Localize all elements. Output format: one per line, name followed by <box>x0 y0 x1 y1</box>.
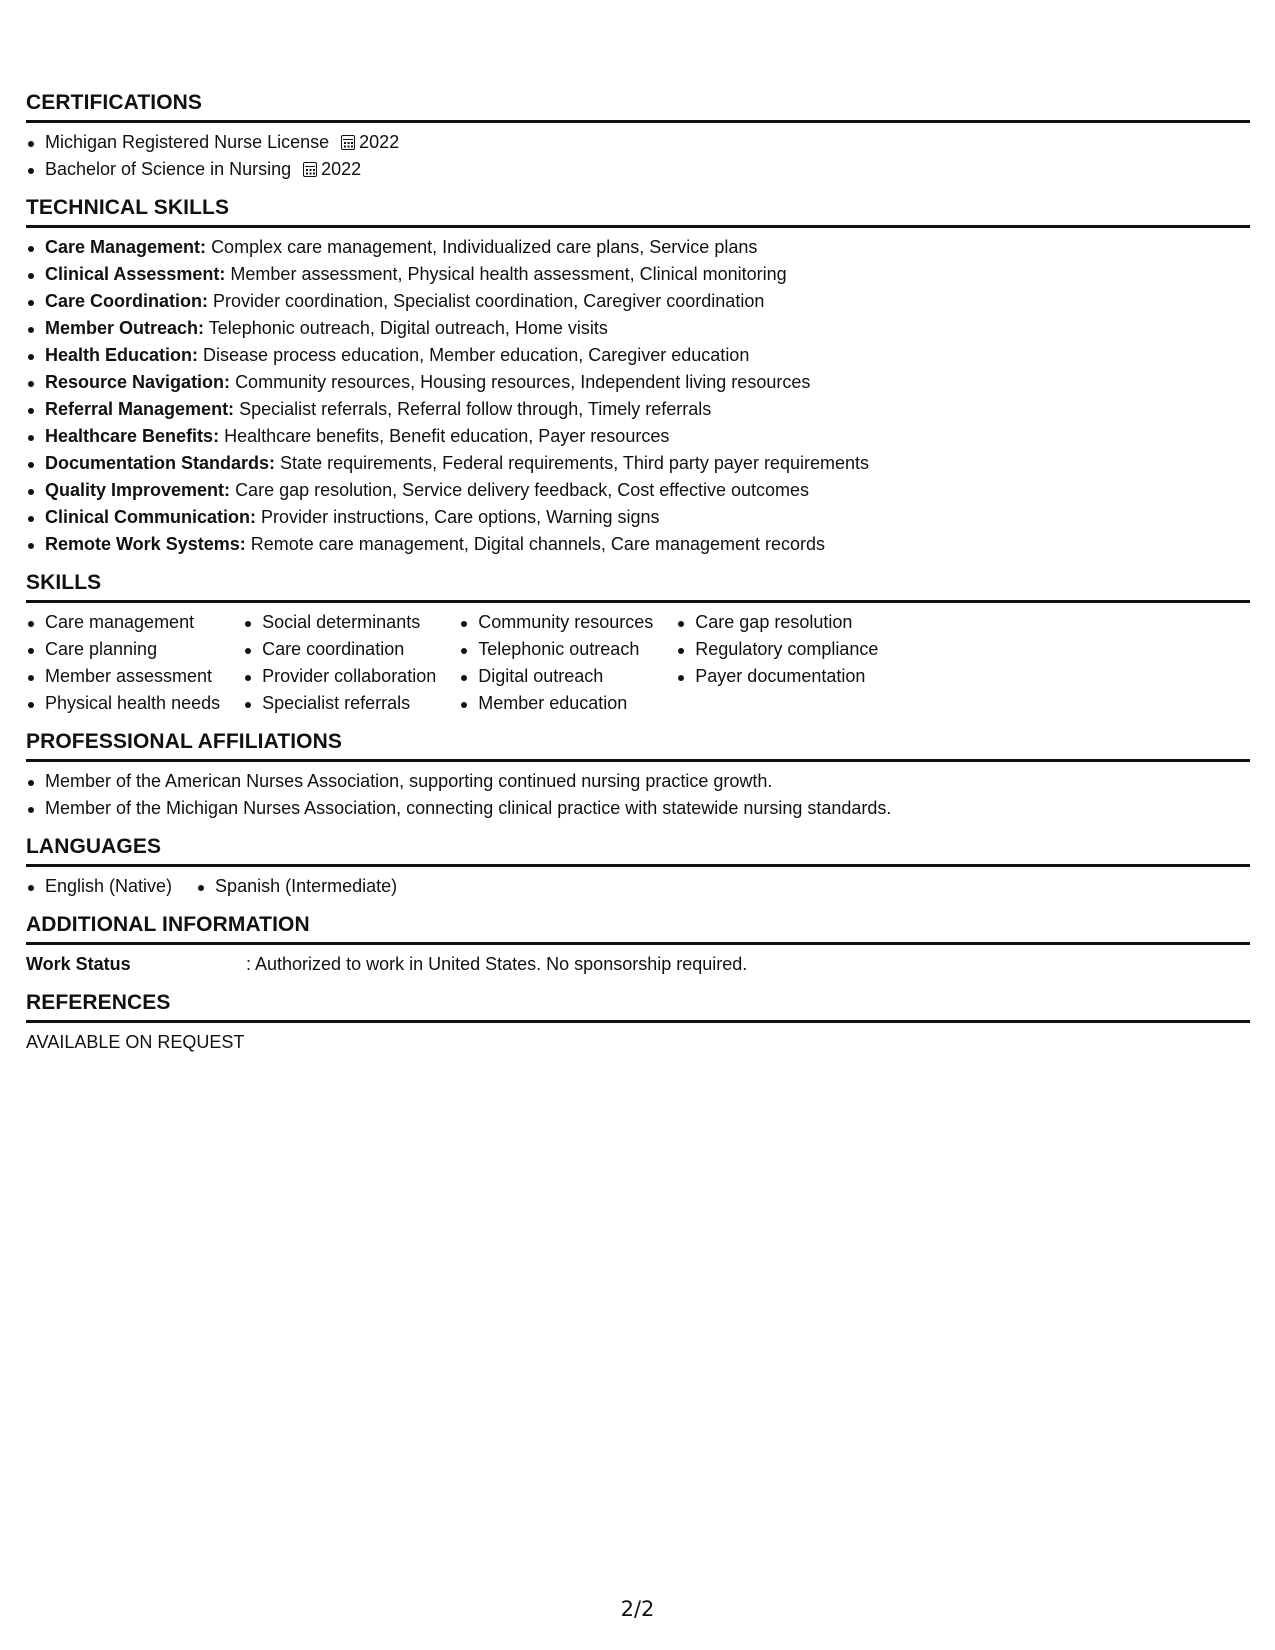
section-title: LANGUAGES <box>26 834 1250 867</box>
skill-category: Referral Management: <box>45 399 235 419</box>
list-item <box>26 342 1250 369</box>
skill-category: Clinical Assessment: <box>45 264 226 284</box>
skill-category: Clinical Communication: <box>45 507 257 527</box>
references-text: AVAILABLE ON REQUEST <box>26 1032 245 1052</box>
skill-details: Remote care management, Digital channels, Care management records <box>250 534 826 554</box>
list-item: Social determinants <box>243 609 436 636</box>
certification-name: Bachelor of Science in Nursing <box>45 159 292 179</box>
skill-category: Care Coordination: <box>45 291 209 311</box>
list-item <box>26 369 1250 396</box>
list-item: Care planning <box>26 636 220 663</box>
page-number: 2/2 <box>620 1597 655 1621</box>
list-item: Specialist referrals <box>243 690 436 717</box>
list-item: Regulatory compliance <box>676 636 878 663</box>
list-item: Community resources <box>459 609 653 636</box>
list-item <box>26 234 1250 261</box>
skill-category: Quality Improvement: <box>45 480 231 500</box>
list-item: Digital outreach <box>459 663 653 690</box>
info-label: Work Status <box>26 954 131 974</box>
certification-year: 2022 <box>359 132 400 152</box>
list-item: Member of the American Nurses Association, supporting continued nursing practice growth. <box>26 768 1250 795</box>
list-item <box>26 477 1250 504</box>
section-title: CERTIFICATIONS <box>26 90 1250 123</box>
list-item <box>26 396 1250 423</box>
affiliations-section <box>26 729 1250 822</box>
list-item: Member of the Michigan Nurses Association, connecting clinical practice with statewide nursing standards. <box>26 795 1250 822</box>
list-item: Member assessment <box>26 663 220 690</box>
info-value: : Authorized to work in United States. No sponsorship required. <box>246 954 748 974</box>
languages-list <box>26 873 1250 900</box>
technical-skills-list <box>26 234 1250 558</box>
skill-details: Member assessment, Physical health assessment, Clinical monitoring <box>230 264 787 284</box>
section-title: PROFESSIONAL AFFILIATIONS <box>26 729 1250 762</box>
skill-details: State requirements, Federal requirements, Third party payer requirements <box>280 453 869 473</box>
list-item: Provider collaboration <box>243 663 436 690</box>
skill-details: Disease process education, Member education, Caregiver education <box>203 345 750 365</box>
list-item <box>26 504 1250 531</box>
skill-category: Health Education: <box>45 345 199 365</box>
list-item <box>26 423 1250 450</box>
skill-category: Care Management: <box>45 237 207 257</box>
list-item: Care coordination <box>243 636 436 663</box>
section-title: REFERENCES <box>26 990 1250 1023</box>
skills-column <box>676 609 878 717</box>
skills-section <box>26 570 1250 717</box>
references-section <box>26 990 1250 1056</box>
list-item <box>26 129 1250 156</box>
calendar-icon <box>341 135 355 150</box>
certification-name: Michigan Registered Nurse License <box>45 132 330 152</box>
list-item: Member education <box>459 690 653 717</box>
skill-category: Healthcare Benefits: <box>45 426 220 446</box>
affiliations-list <box>26 768 1250 822</box>
skill-details: Provider instructions, Care options, Warning signs <box>261 507 660 527</box>
skill-category: Remote Work Systems: <box>45 534 246 554</box>
certification-year: 2022 <box>321 159 362 179</box>
skills-grid <box>26 609 1250 717</box>
skills-column <box>459 609 653 717</box>
info-row <box>26 951 1250 978</box>
skill-category: Resource Navigation: <box>45 372 231 392</box>
list-item <box>26 531 1250 558</box>
skill-details: Care gap resolution, Service delivery feedback, Cost effective outcomes <box>235 480 810 500</box>
list-item: Care management <box>26 609 220 636</box>
certifications-section <box>26 90 1250 183</box>
resume-page <box>26 90 1250 1068</box>
skill-details: Specialist referrals, Referral follow through, Timely referrals <box>239 399 712 419</box>
skill-details: Provider coordination, Specialist coordination, Caregiver coordination <box>213 291 765 311</box>
list-item: Payer documentation <box>676 663 878 690</box>
skill-details: Complex care management, Individualized care plans, Service plans <box>211 237 758 257</box>
skills-column <box>243 609 436 717</box>
section-title: SKILLS <box>26 570 1250 603</box>
list-item: Care gap resolution <box>676 609 878 636</box>
skills-column <box>26 609 220 717</box>
list-item <box>26 261 1250 288</box>
certifications-list <box>26 129 1250 183</box>
list-item: Telephonic outreach <box>459 636 653 663</box>
languages-section <box>26 834 1250 900</box>
list-item: Spanish (Intermediate) <box>196 873 397 900</box>
list-item: Physical health needs <box>26 690 220 717</box>
list-item <box>26 288 1250 315</box>
list-item: English (Native) <box>26 873 172 900</box>
skill-category: Member Outreach: <box>45 318 205 338</box>
list-item <box>26 156 1250 183</box>
technical-skills-section <box>26 195 1250 558</box>
skill-details: Telephonic outreach, Digital outreach, Home visits <box>208 318 608 338</box>
section-title: TECHNICAL SKILLS <box>26 195 1250 228</box>
additional-info-section <box>26 912 1250 978</box>
calendar-icon <box>303 162 317 177</box>
skill-category: Documentation Standards: <box>45 453 276 473</box>
skill-details: Healthcare benefits, Benefit education, Payer resources <box>224 426 670 446</box>
list-item <box>26 315 1250 342</box>
section-title: ADDITIONAL INFORMATION <box>26 912 1250 945</box>
skill-details: Community resources, Housing resources, Independent living resources <box>235 372 811 392</box>
list-item <box>26 450 1250 477</box>
